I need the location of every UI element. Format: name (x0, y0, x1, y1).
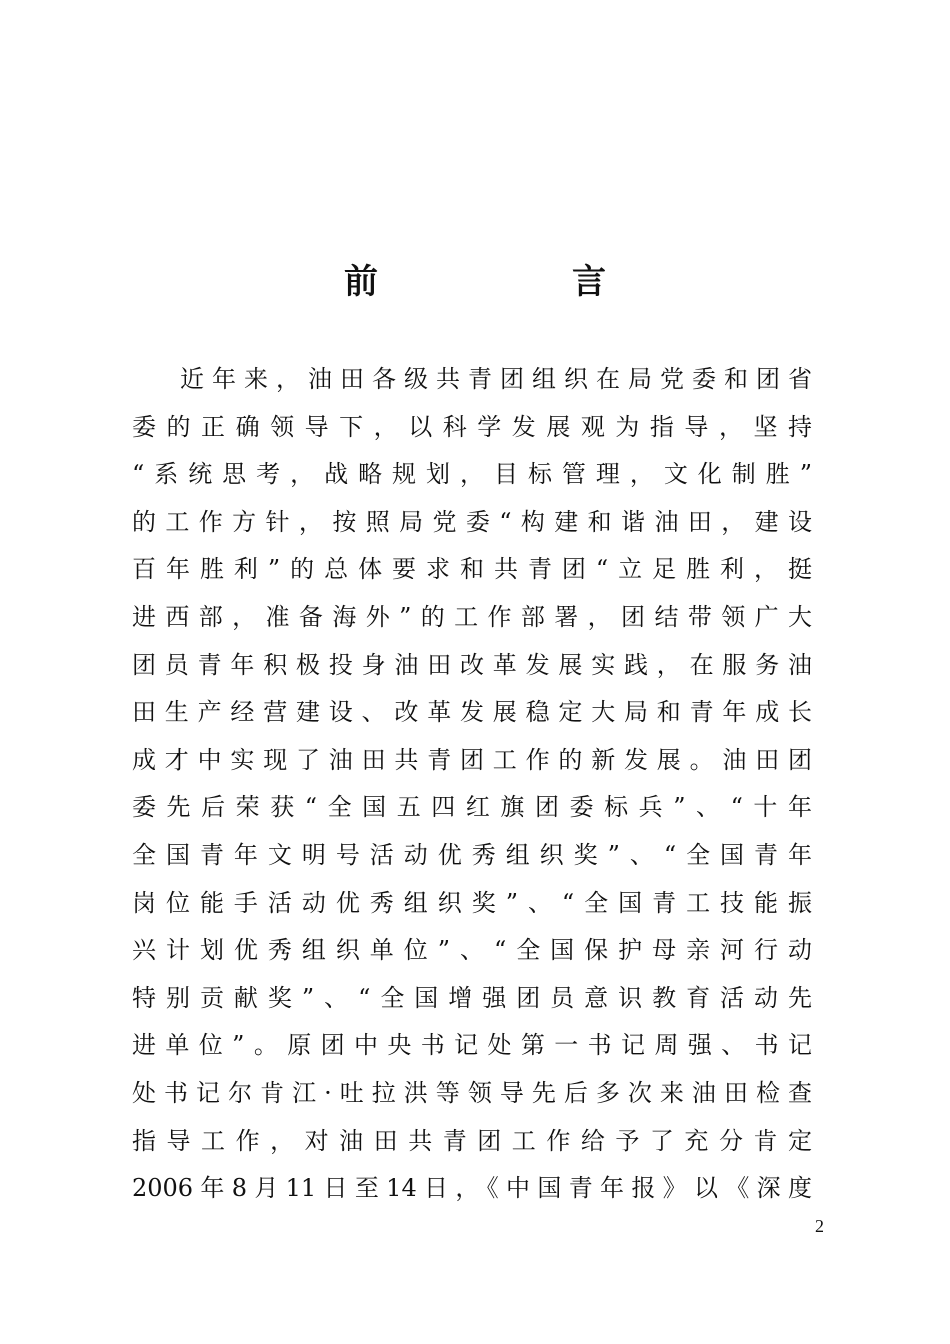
text-line-10: 委先后荣获“全国五四红旗团委标兵”、“十年 (132, 793, 812, 822)
text-line-12: 岗位能手活动优秀组织奖”、“全国青工技能振 (132, 888, 812, 917)
text-line-16: 处书记尔肯江·吐拉洪等领导先后多次来油田检查 (132, 1078, 812, 1107)
text-line-7: 团员青年积极投身油田改革发展实践，在服务油 (132, 650, 812, 679)
text-line-13: 兴计划优秀组织单位”、“全国保护母亲河行动 (132, 936, 812, 965)
text-line-14: 特别贡献奖”、“全国增强团员意识教育活动先 (132, 983, 812, 1012)
text-line-17: 指导工作，对油田共青团工作给予了充分肯定 (132, 1126, 812, 1155)
page-number: 2 (815, 1216, 824, 1236)
text-line-15: 进单位”。原团中央书记处第一书记周强、书记 (132, 1031, 812, 1060)
text-line-11: 全国青年文明号活动优秀组织奖”、“全国青年 (132, 840, 812, 869)
text-line-5: 百年胜利”的总体要求和共青团“立足胜利，挺 (132, 555, 812, 584)
page-title: 前 言 (344, 262, 686, 302)
text-line-4: 的工作方针，按照局党委“构建和谐油田，建设 (132, 507, 812, 536)
text-line-6: 进西部，准备海外”的工作部署，团结带领广大 (132, 602, 812, 631)
body-paragraph (132, 356, 812, 1213)
text-line-2: 委的正确领导下，以科学发展观为指导，坚持 (132, 412, 812, 441)
text-line-9: 成才中实现了油田共青团工作的新发展。油田团 (132, 745, 812, 774)
text-line-8: 田生产经营建设、改革发展稳定大局和青年成长 (132, 698, 812, 727)
text-line-3: “系统思考，战略规划，目标管理，文化制胜” (132, 460, 812, 489)
text-line-18: 2006年8月11日至14日，《中国青年报》以《深度 (132, 1174, 812, 1203)
text-line-1: 近年来，油田各级共青团组织在局党委和团省 (180, 365, 812, 393)
